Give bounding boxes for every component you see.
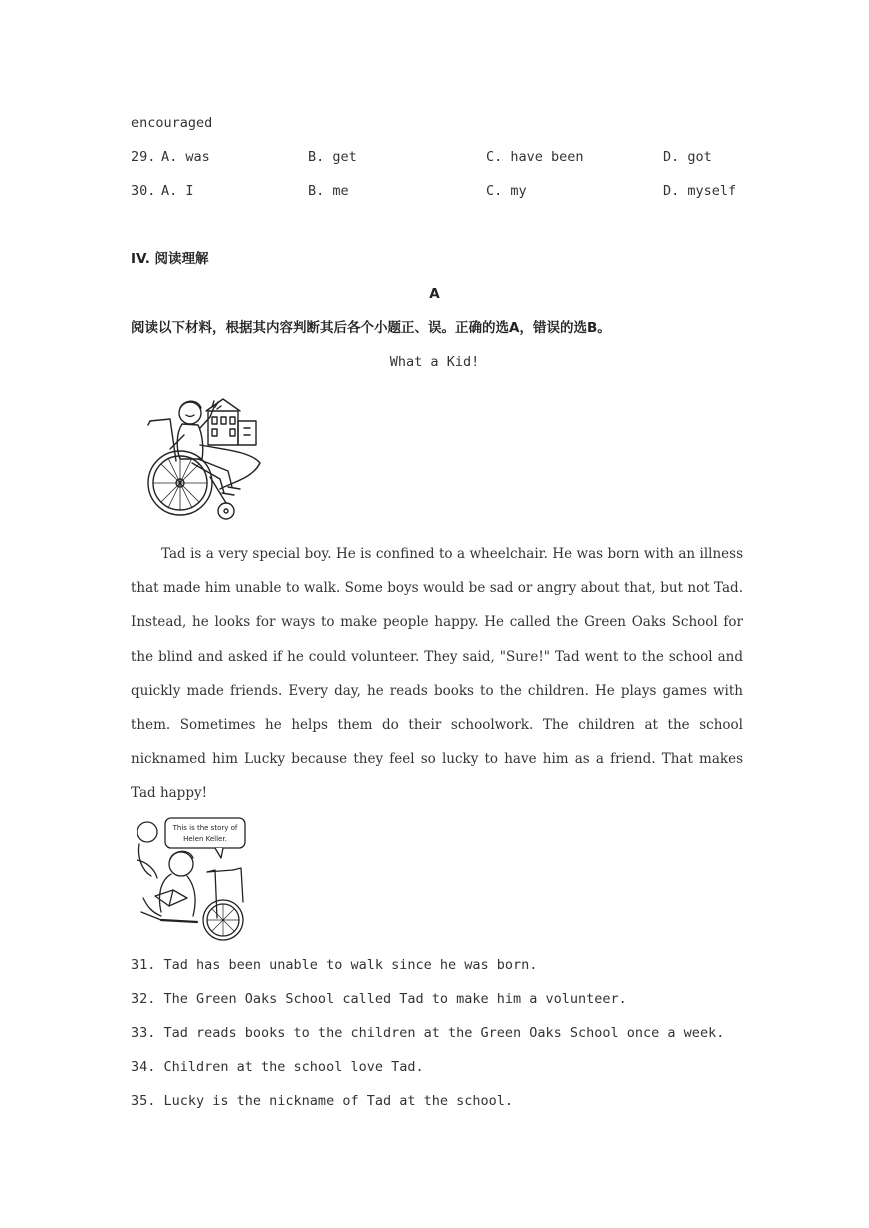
question-35: 35. Lucky is the nickname of Tad at the school. (131, 1093, 514, 1109)
option-b[interactable]: B. get (308, 149, 357, 165)
part-letter: A (429, 286, 440, 302)
speech-bubble-line-2: Helen Keller. (183, 835, 227, 843)
option-c[interactable]: C. have been (486, 149, 584, 165)
question-number: 30. (131, 183, 156, 199)
option-a[interactable]: A. I (161, 183, 194, 199)
option-b[interactable]: B. me (308, 183, 349, 199)
option-d[interactable]: D. myself (663, 183, 737, 199)
instruction-text: 阅读以下材料，根据其内容判断其后各个小题正、误。正确的选A，错误的选B。 (131, 320, 611, 336)
passage (131, 537, 743, 811)
story-title: What a Kid! (389, 354, 480, 370)
wheelchair-boy-illustration (140, 393, 265, 525)
previous-answer-word: encouraged (131, 115, 213, 131)
question-32: 32. The Green Oaks School called Tad to make him a volunteer. (131, 991, 627, 1007)
option-a[interactable]: A. was (161, 149, 210, 165)
section-title: IV. 阅读理解 (131, 251, 209, 267)
question-31: 31. Tad has been unable to walk since he was born. (131, 957, 538, 973)
reading-to-children-illustration (137, 816, 250, 942)
question-34: 34. Children at the school love Tad. (131, 1059, 424, 1075)
passage-text: Tad is a very special boy. He is confined to a wheelchair. He was born with an illness that made him unable to walk. Some boys would be sad or angry about that, but not Tad. Instead, he looks for ways to make people happy. He called the Green Oaks School for the blind and asked if he could volunteer. They said, "Sure!" Tad went to the school and quickly made friends. Every day, he reads books to the children. He plays games with them. Sometimes he helps them do their schoolwork. The children at the school nicknamed him Lucky because they feel so lucky to have him as a friend. That makes Tad happy! (131, 546, 743, 802)
option-c[interactable]: C. my (486, 183, 527, 199)
speech-bubble-line-1: This is the story of (172, 824, 238, 832)
option-d[interactable]: D. got (663, 149, 712, 165)
question-33: 33. Tad reads books to the children at the Green Oaks School once a week. (131, 1025, 725, 1041)
question-number: 29. (131, 149, 156, 165)
